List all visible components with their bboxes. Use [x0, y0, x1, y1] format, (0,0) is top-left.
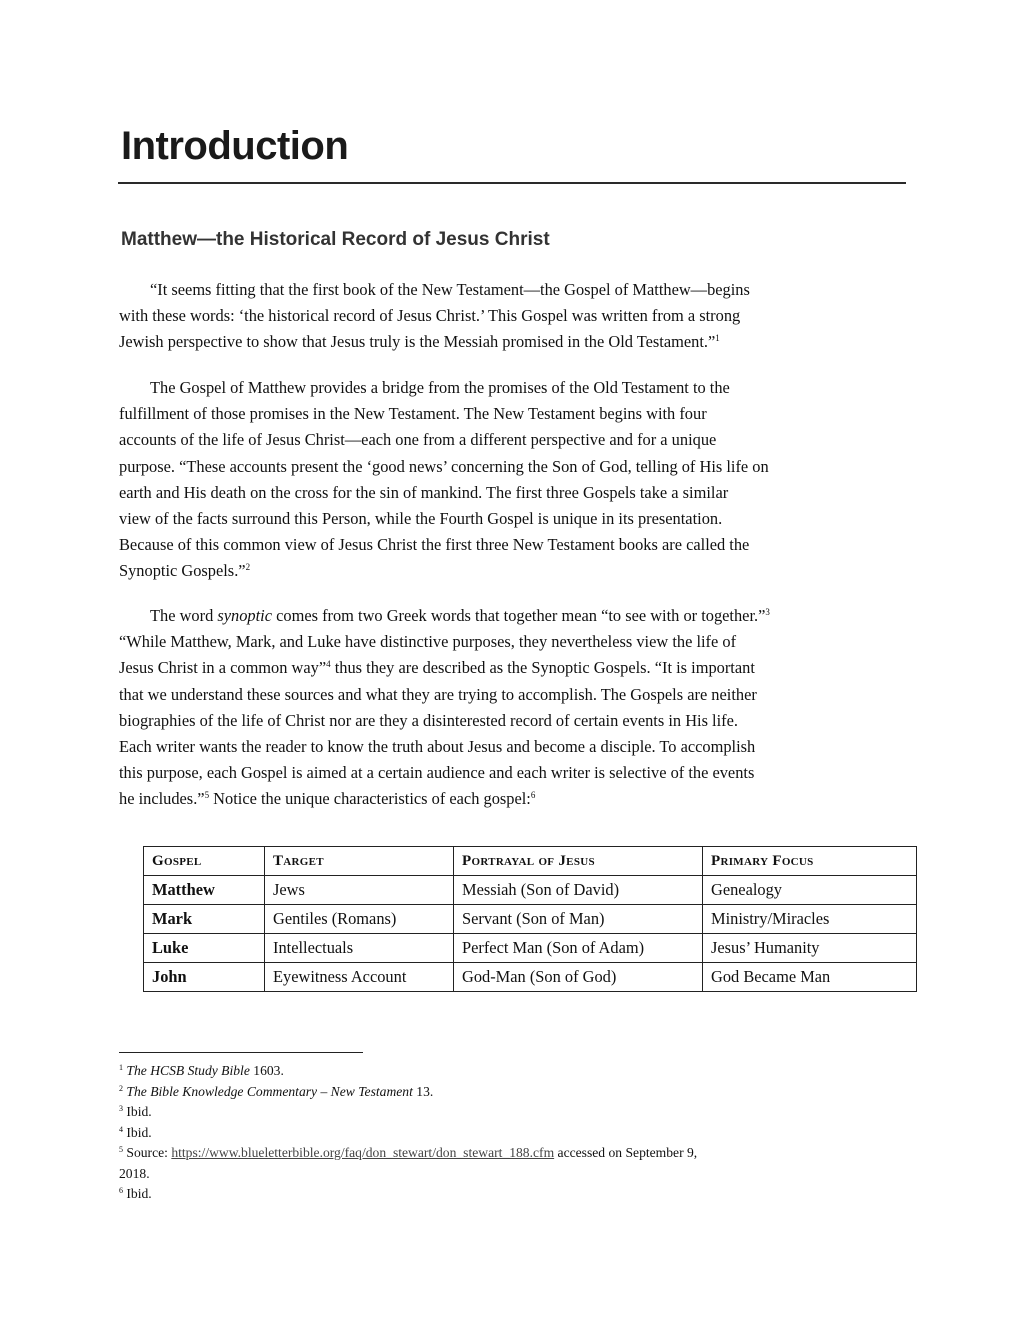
paragraph-3	[119, 603, 909, 813]
table-cell: God-Man (Son of God)	[454, 963, 703, 992]
table-row	[144, 934, 917, 963]
paragraph-line: Synoptic Gospels.”$^2$	[119, 561, 251, 581]
paragraph-line: The Gospel of Matthew provides a bridge from the promises of the Old Testament to the	[150, 378, 730, 397]
footnote-ref[interactable]: 2	[245, 562, 251, 573]
emphasis-term: synoptic	[217, 606, 272, 625]
footnotes	[119, 1061, 919, 1205]
paragraph-line: he includes.”$^5$ Notice the unique characteristics of each gospel:$^6$	[119, 789, 536, 809]
section-heading: Matthew—the Historical Record of Jesus Christ	[121, 229, 550, 250]
column-header: Primary Focus	[703, 847, 917, 876]
table-cell: Eyewitness Account	[265, 963, 454, 992]
table-cell: Jews	[265, 876, 454, 905]
paragraph-line: Each writer wants the reader to know the truth about Jesus and become a disciple. To accomplish	[119, 737, 756, 757]
paragraph-line: “While Matthew, Mark, and Luke have distinctive purposes, they nevertheless view the life of	[119, 632, 737, 652]
table-cell: Messiah (Son of David)	[454, 876, 703, 905]
footnote-ref[interactable]: 1	[715, 333, 720, 344]
paragraph-line: Because of this common view of Jesus Christ the first three New Testament books are called the	[119, 535, 750, 555]
table-cell: Matthew	[144, 876, 265, 905]
column-header: Gospel	[144, 847, 265, 876]
footnote-6: $^6$ Ibid.	[119, 1186, 152, 1201]
table-cell: Jesus’ Humanity	[703, 934, 917, 963]
table-cell: God Became Man	[703, 963, 917, 992]
page-title: Introduction	[121, 124, 349, 168]
footnote-ref[interactable]: 6	[530, 790, 536, 801]
paragraph-2	[119, 375, 909, 585]
table-cell: Gentiles (Romans)	[265, 905, 454, 934]
table-row	[144, 905, 917, 934]
paragraph-line: Jewish perspective to show that Jesus truly is the Messiah promised in the Old Testament.”$^1$	[119, 332, 720, 352]
table-cell: Luke	[144, 934, 265, 963]
table-cell: Genealogy	[703, 876, 917, 905]
column-header: Target	[265, 847, 454, 876]
footnote-ref[interactable]: 4	[326, 659, 331, 670]
paragraph-line: purpose. “These accounts present the ‘good news’ concerning the Son of God, telling of His life on	[119, 456, 769, 476]
footnote-divider	[119, 1052, 363, 1053]
table-cell: Mark	[144, 905, 265, 934]
table-cell: John	[144, 963, 265, 992]
gospels-table	[143, 846, 917, 992]
paragraph-line: accounts of the life of Jesus Christ—each one from a different perspective and for a unique	[119, 430, 717, 450]
footnote-1: $^1$ The HCSB Study Bible 1603.	[119, 1063, 284, 1078]
paragraph-line: Jesus Christ in a common way”$^4$ thus they are described as the Synoptic Gospels. “It is important	[119, 658, 755, 678]
footnote-5: $^5$ Source: https://www.blueletterbible.org/faq/don_stewart/don_stewart_188.cfm accessed on September 9,	[119, 1145, 698, 1160]
footnote-ref[interactable]: 5	[204, 790, 210, 801]
title-divider	[118, 182, 906, 184]
paragraph-line: “It seems fitting that the first book of the New Testament—the Gospel of Matthew—begins	[150, 280, 750, 299]
table-cell: Ministry/Miracles	[703, 905, 917, 934]
table-header-row	[144, 847, 917, 876]
paragraph-line: biographies of the life of Christ nor are they a disinterested record of certain events in His life.	[119, 710, 738, 730]
source-link[interactable]: https://www.blueletterbible.org/faq/don_stewart/don_stewart_188.cfm	[171, 1145, 555, 1160]
paragraph-1	[119, 277, 909, 356]
paragraph-line: earth and His death on the cross for the sin of mankind. The first three Gospels take a similar	[119, 482, 729, 502]
table-cell: Intellectuals	[265, 934, 454, 963]
column-header: Portrayal of Jesus	[454, 847, 703, 876]
table-cell: Servant (Son of Man)	[454, 905, 703, 934]
table-row	[144, 876, 917, 905]
footnote-3: $^3$ Ibid.	[119, 1104, 152, 1119]
footnote-ref[interactable]: 3	[765, 607, 770, 617]
footnote-5-continued: 2018.	[119, 1165, 150, 1181]
paragraph-line: with these words: ‘the historical record of Jesus Christ.’ This Gospel was written from a strong	[119, 306, 741, 326]
footnote-2: $^2$ The Bible Knowledge Commentary – New Testament 13.	[119, 1083, 434, 1099]
paragraph-line: fulfillment of those promises in the New Testament. The New Testament begins with four	[119, 404, 707, 424]
table-cell: Perfect Man (Son of Adam)	[454, 934, 703, 963]
paragraph-line: this purpose, each Gospel is aimed at a certain audience and each writer is selective of the events	[119, 763, 755, 783]
paragraph-line: that we understand these sources and what they are trying to accomplish. The Gospels are neither	[119, 684, 757, 704]
paragraph-line: view of the facts surround this Person, while the Fourth Gospel is unique in its presentation.	[119, 509, 723, 529]
paragraph-line: The word synoptic comes from two Greek words that together mean “to see with or together.”$^3$	[150, 606, 770, 625]
footnote-4: $^4$ Ibid.	[119, 1124, 152, 1140]
table-row	[144, 963, 917, 992]
